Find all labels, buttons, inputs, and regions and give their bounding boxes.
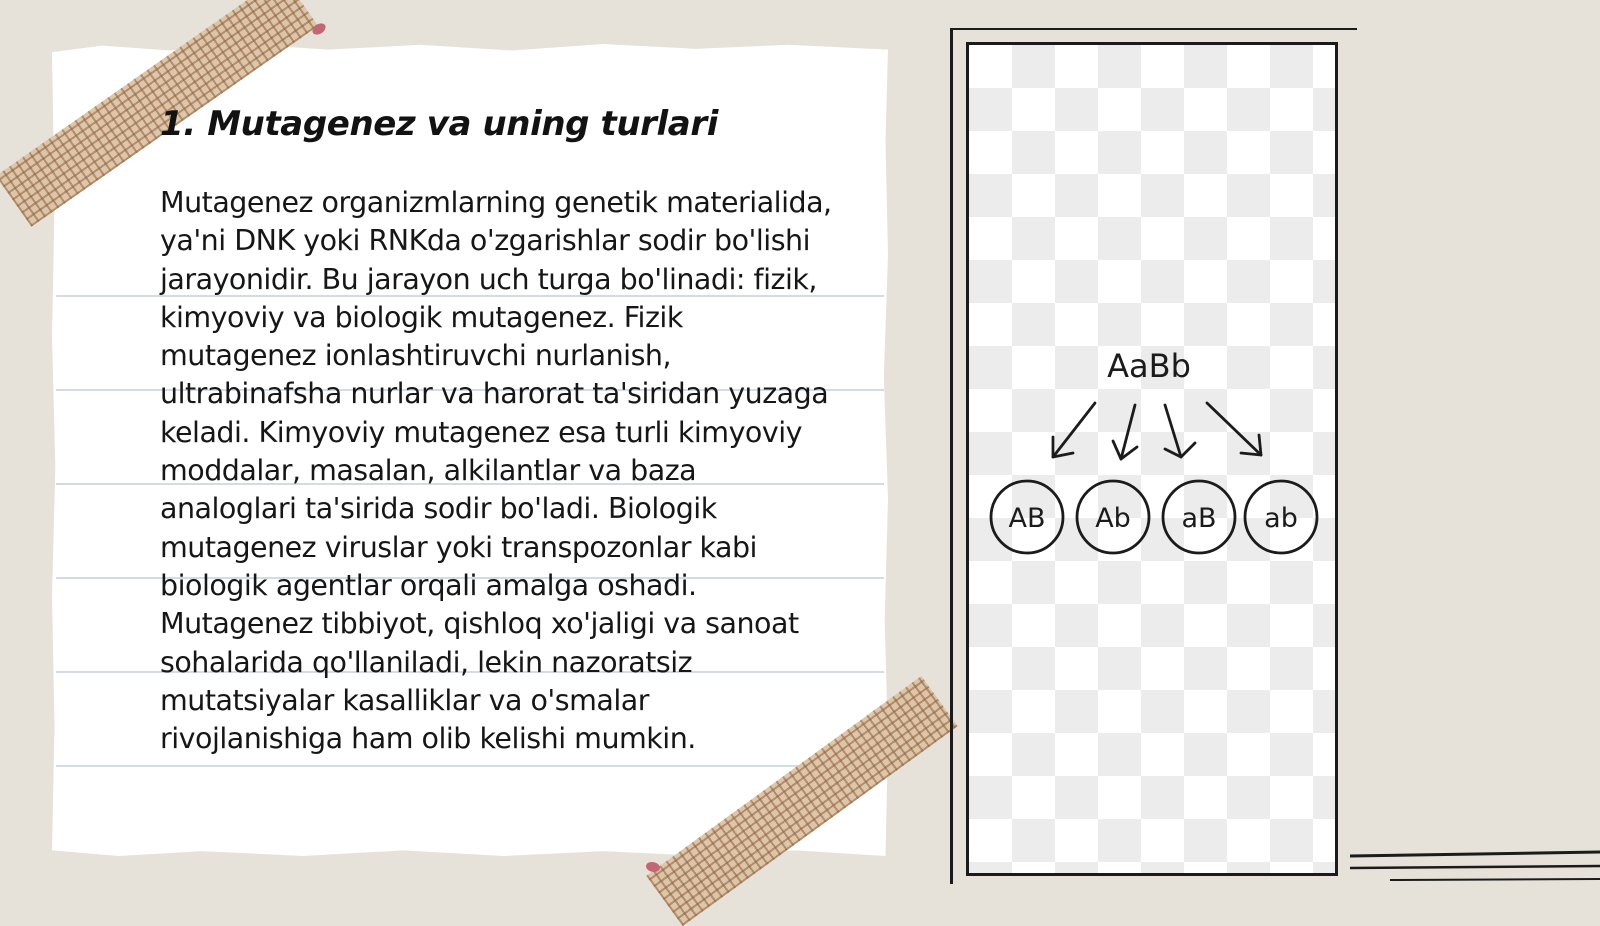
gamete-label: ab — [1264, 503, 1298, 534]
arrow-icon — [1053, 403, 1095, 457]
gamete-label: Ab — [1095, 503, 1131, 534]
arrow-icon — [1113, 405, 1137, 459]
parent-genotype: AaBb — [1107, 347, 1191, 385]
ruled-line — [56, 765, 884, 767]
arrow-icon — [1207, 403, 1261, 455]
gamete-label: AB — [1008, 503, 1046, 534]
image-frame — [966, 42, 1338, 876]
slide-title: 1. Mutagenez va uning turlari — [160, 104, 718, 144]
slide-body-text: Mutagenez organizmlarning genetik materialida, ya'ni DNK yoki RNKda o'zgarishlar sodir bo'lishi jarayonidir. Bu jarayon uch turga bo'linadi: fizik, kimyoviy va biologik mutagenez. Fizik mutagenez ionlashtiruvchi nurlanish, ultrabinafsha nurlar va harorat ta'siridan yuzaga keladi. Kimyoviy mutagenez esa turli kimyoviy moddalar, masalan, alkilantlar va baza analoglari ta'sirida sodir bo'ladi. Biologik mutagenez viruslar yoki transpozonlar kabi biologik agentlar orqali amalga oshadi. Mutagenez tibbiyot, qishloq xo'jaligi va sanoat sohalarida qo'llaniladi, lekin nazoratsiz mutatsiyalar kasalliklar va o'smalar rivojlanishiga ham olib kelishi mumkin. — [160, 186, 832, 756]
floor-lines — [1350, 846, 1600, 886]
gamete-label: aB — [1181, 503, 1217, 534]
arrow-icon — [1165, 405, 1195, 457]
genetics-diagram — [969, 45, 1335, 873]
